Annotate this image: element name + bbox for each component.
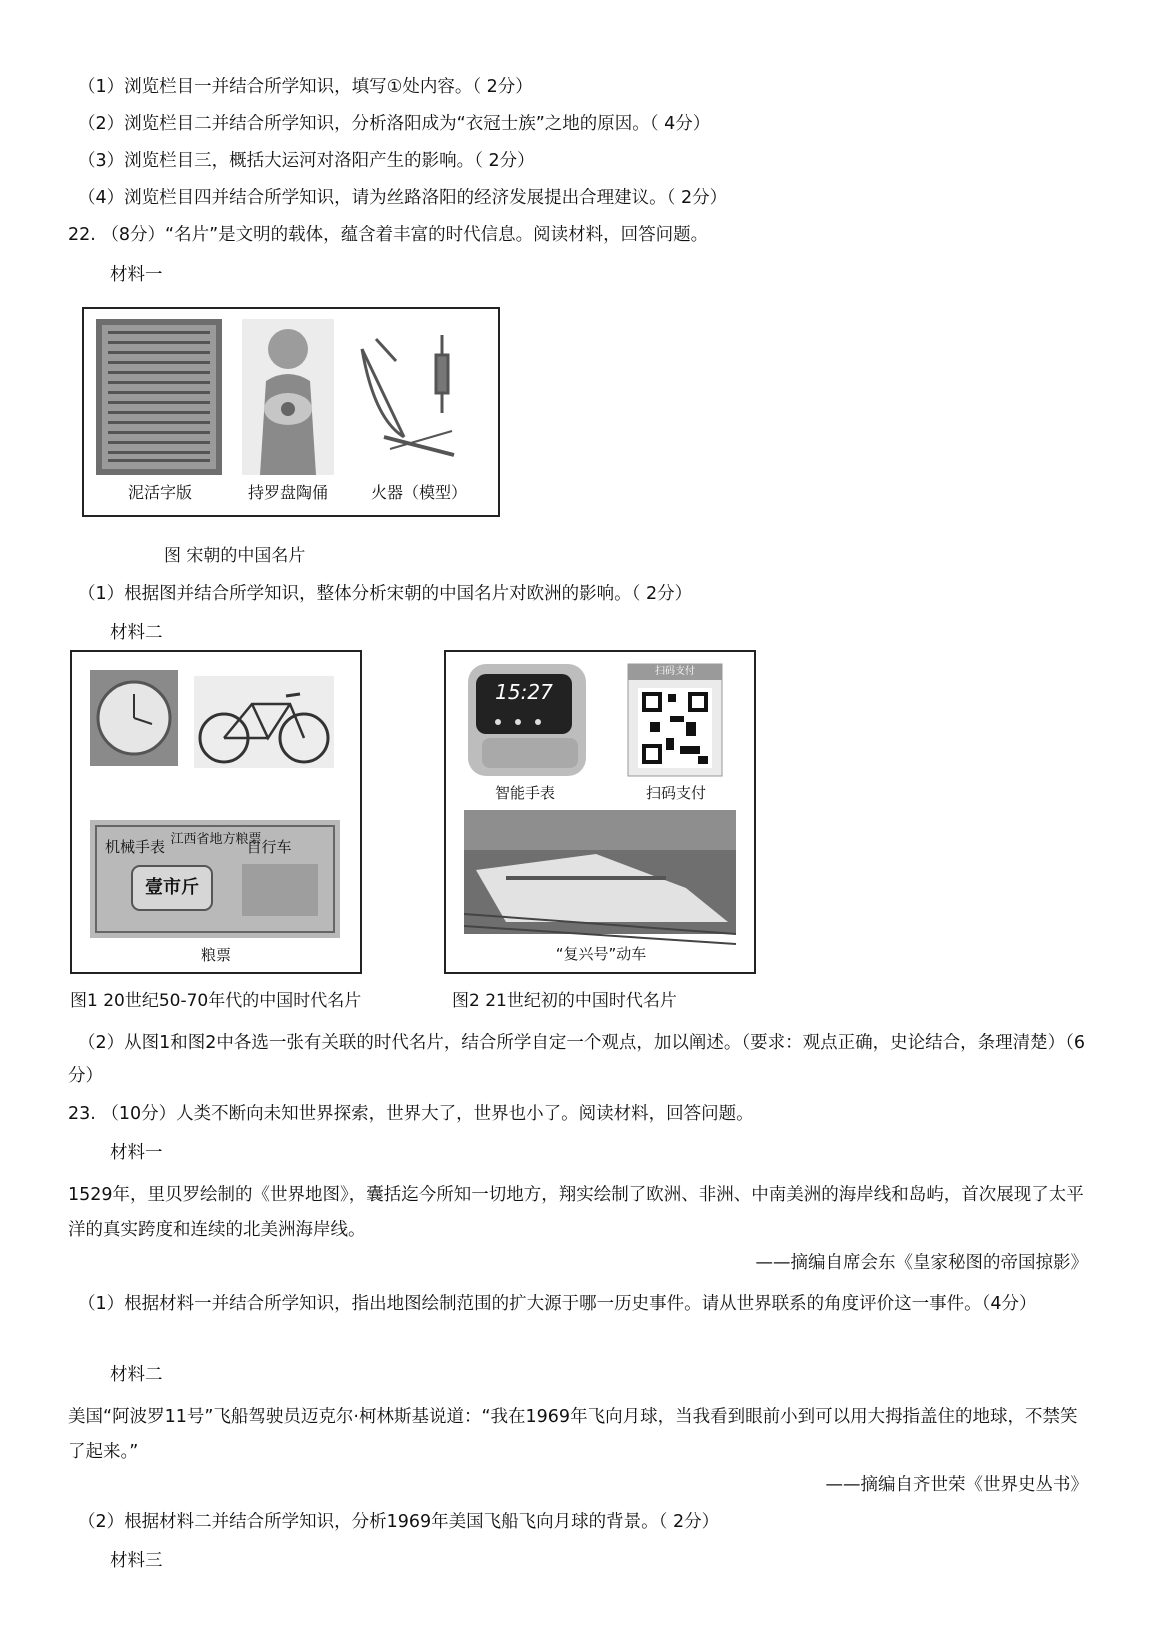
q23-material-3-label: 材料三: [110, 1551, 163, 1571]
song-item-label-3: 火器（模型）: [370, 483, 467, 502]
fig2-label-smartwatch: 智能手表: [494, 784, 555, 802]
q23-material-1-label: 材料一: [110, 1143, 163, 1163]
firearm-models: [362, 335, 454, 455]
figure-1-caption: 图1 20世纪50-70年代的中国时代名片: [70, 991, 362, 1011]
q23-material-1-source: ——摘编自席会东《皇家秘图的帝国掠影》: [755, 1253, 1088, 1273]
q23-intro: 23. （10分）人类不断向未知世界探索，世界大了，世界也小了。阅读材料，回答问题。: [68, 1104, 754, 1124]
smart-watch-time: 15:27: [495, 680, 553, 704]
compass-figurine: [242, 319, 334, 475]
fig2-label-train: “复兴号”动车: [555, 945, 647, 963]
song-item-label-1: 泥活字版: [127, 483, 192, 502]
grain-ticket-value: 壹市斤: [145, 877, 199, 898]
qr-header: 扫码支付: [655, 666, 695, 677]
q23-subquestion-1: （1）根据材料一并结合所学知识，指出地图绘制范围的扩大源于哪一历史事件。请从世界联系的角度评价这一事件。（4分）: [78, 1294, 1037, 1314]
song-name-cards-figure: [82, 307, 500, 517]
q21-subquestion-2: （2）浏览栏目二并结合所学知识，分析洛阳成为“衣冠士族”之地的原因。（ 4分）: [78, 114, 711, 134]
q22-intro: 22. （8分）“名片”是文明的载体，蕴含着丰富的时代信息。阅读材料，回答问题。: [68, 225, 709, 245]
q22-material-2-label: 材料二: [110, 623, 163, 643]
fig1-label-bicycle: 自行车: [246, 838, 292, 856]
song-figure-caption: 图 宋朝的中国名片: [164, 546, 306, 566]
figure-1-box: [70, 650, 362, 974]
q21-subquestion-1: （1）浏览栏目一并结合所学知识，填写①处内容。（ 2分）: [78, 77, 533, 97]
q23-material-2-label: 材料二: [110, 1365, 163, 1385]
song-item-label-2: 持罗盘陶俑: [247, 483, 328, 502]
q21-subquestion-4: （4）浏览栏目四并结合所学知识，请为丝路洛阳的经济发展提出合理建议。（ 2分）: [78, 188, 728, 208]
fig2-label-qr-payment: 扫码支付: [645, 784, 706, 802]
q22-subquestion-2: （2）从图1和图2中各选一张有关联的时代名片，结合所学自定一个观点，加以阐述。（要求：观点正确，史论结合，条理清楚）（6分）: [68, 1033, 1086, 1086]
qr-payment: [628, 664, 722, 776]
fig1-label-grain-ticket: 粮票: [200, 946, 231, 964]
q23-subquestion-2: （2）根据材料二并结合所学知识，分析1969年美国飞船飞向月球的背景。（ 2分）: [78, 1512, 720, 1532]
grain-ticket-title: 江西省地方粮票: [170, 832, 262, 847]
mechanical-watch: [90, 670, 178, 766]
q21-subquestion-3: （3）浏览栏目三，概括大运河对洛阳产生的影响。（ 2分）: [78, 151, 535, 171]
q22-subquestion-1: （1）根据图并结合所学知识，整体分析宋朝的中国名片对欧洲的影响。（ 2分）: [78, 584, 693, 604]
figure-2-box: [444, 650, 756, 974]
figure-1-art: [72, 652, 360, 972]
q23-material-2-source: ——摘编自齐世荣《世界史丛书》: [825, 1475, 1088, 1495]
q23-material-2-text: 美国“阿波罗11号”飞船驾驶员迈克尔·柯林斯基说道：“我在1969年飞向月球，当我看到眼前小到可以用大拇指盖住的地球，不禁笑了起来。”: [68, 1407, 1078, 1462]
clay-movable-type-plate: [96, 319, 222, 475]
q22-material-1-label: 材料一: [110, 265, 163, 285]
q23-material-1-text: 1529年，里贝罗绘制的《世界地图》，囊括迄今所知一切地方，翔实绘制了欧洲、非洲、中南美洲的海岸线和岛屿，首次展现了太平洋的真实跨度和连续的北美洲海岸线。: [68, 1185, 1084, 1240]
fuxing-train: [464, 810, 736, 944]
fig1-label-watch: 机械手表: [104, 838, 165, 856]
figure-2-caption: 图2 21世纪初的中国时代名片: [452, 991, 677, 1011]
bicycle: [194, 676, 334, 768]
